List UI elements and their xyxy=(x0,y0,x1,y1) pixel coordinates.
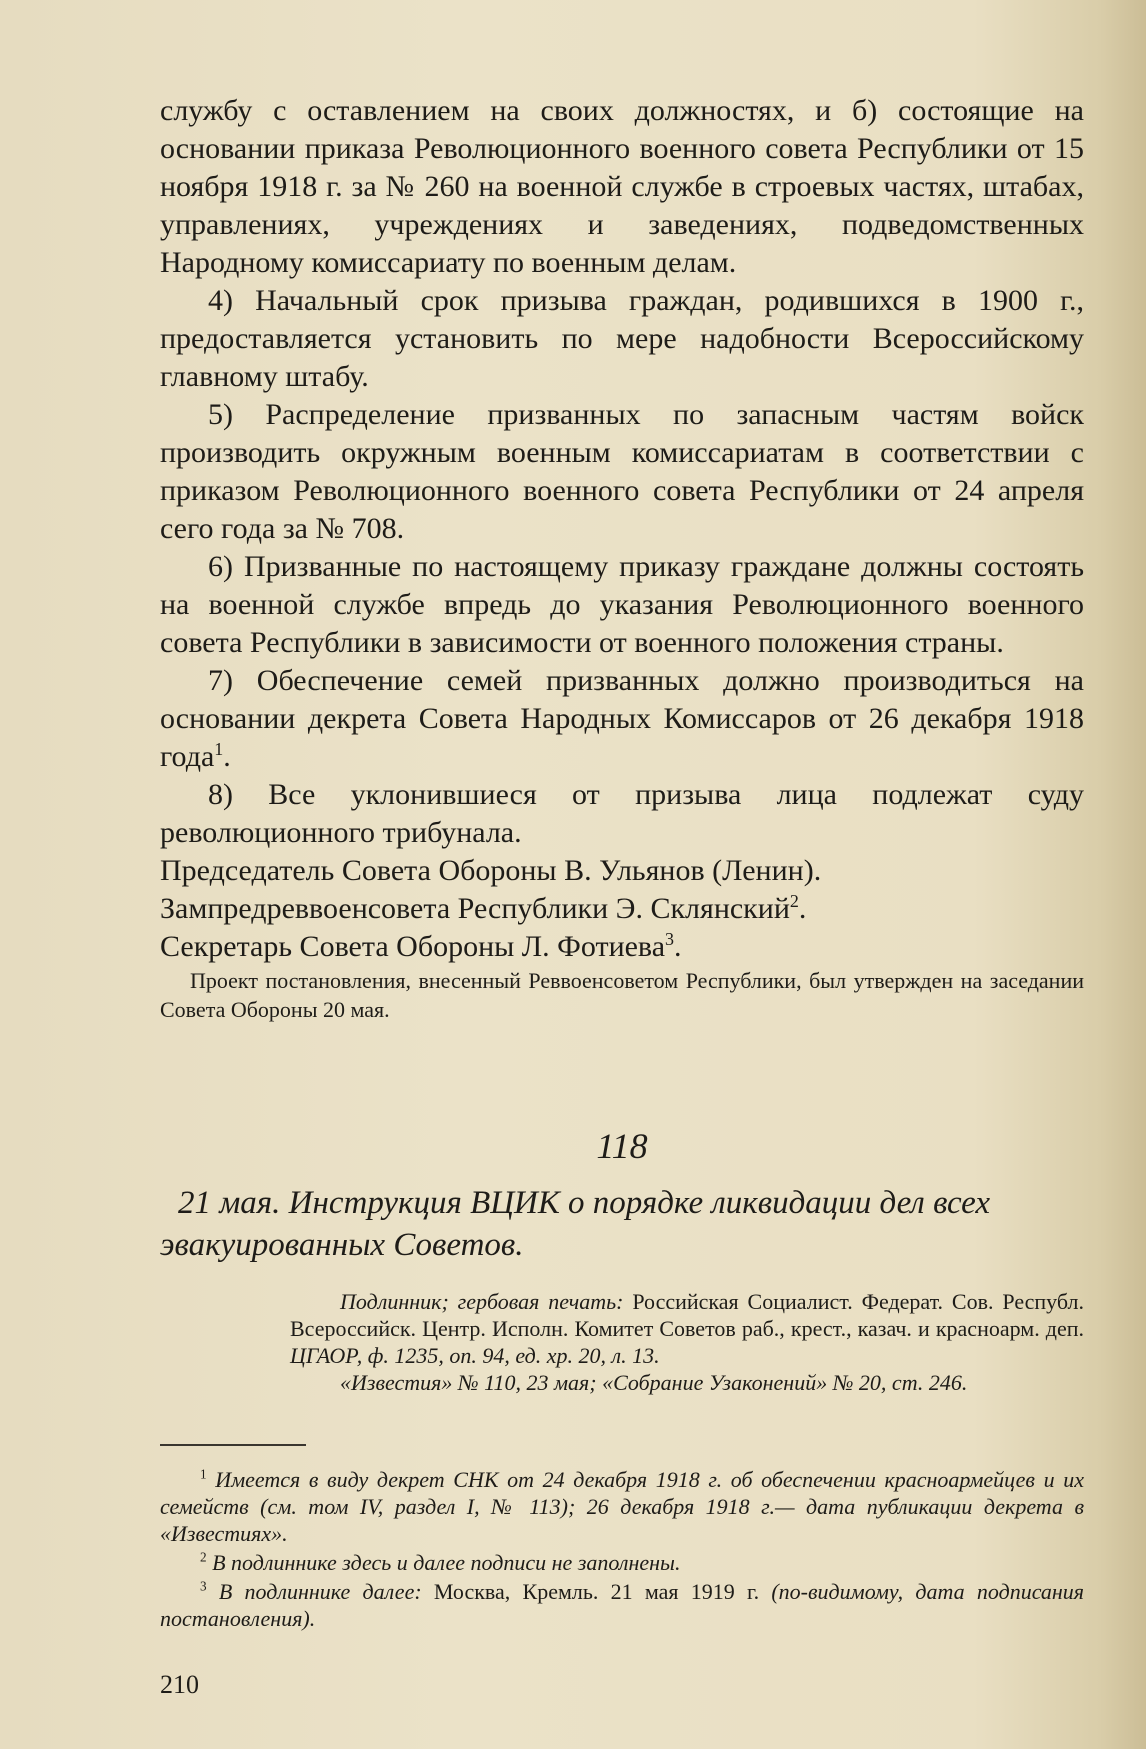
paragraph-4: 4) Начальный срок призыва граждан, родившихся в 1900 г., предоставляется установить по мере надобности Всероссийскому главному штабу. xyxy=(160,284,1084,393)
footnote-3-label: В подлиннике далее: xyxy=(218,1579,422,1604)
signature-fotieva xyxy=(160,928,1084,966)
footnote-ref-1: 1 xyxy=(214,739,224,759)
footnote-3-number: 3 xyxy=(200,1578,207,1594)
footnote-2 xyxy=(160,1549,1084,1576)
paragraph-6: 6) Призванные по настоящему приказу граждане должны состоять на военной службе впредь до указания Революционного военного совета Республики в зависимости от военного положения страны. xyxy=(160,550,1084,659)
page-number: 210 xyxy=(160,1670,199,1699)
source-publication xyxy=(290,1369,1084,1396)
page-content xyxy=(160,92,1084,1704)
signature-fotieva-end: . xyxy=(674,930,682,963)
footnote-1-text: Имеется в виду декрет СНК от 24 декабря 1918 г. об обеспечении красноармейцев и их семейств (см. том IV, раздел I, № 113); 26 декабря 1918 г.— дата публикации декрета в «Известиях». xyxy=(160,1467,1084,1546)
document-number: 118 xyxy=(596,1126,648,1166)
footnote-divider xyxy=(160,1444,306,1446)
source-text: Российская Социалист. Федерат. Сов. Республ. Всероссийск. Центр. Исполн. Комитет Советов раб., крест., казач. и красноарм. деп. xyxy=(290,1289,1084,1341)
signature-sklyansky-end: . xyxy=(798,892,807,925)
source-label: Подлинник; гербовая печать: xyxy=(340,1289,624,1314)
footnote-2-number: 2 xyxy=(200,1549,207,1565)
signature-sklyansky xyxy=(160,890,1084,928)
footnotes xyxy=(160,1466,1084,1632)
source-original xyxy=(290,1288,1084,1369)
footnote-1 xyxy=(160,1466,1084,1547)
paragraph-7-end: . xyxy=(223,740,231,773)
footnote-3-place-date: Москва, Кремль. 21 мая 1919 г. xyxy=(433,1579,760,1604)
paragraph-7 xyxy=(160,662,1084,776)
footnote-3 xyxy=(160,1578,1084,1632)
paragraph-continuation: службу с оставлением на своих должностях, и б) состоящие на основании приказа Революционного военного совета Республики от 15 ноября 1918 г. за № 260 на военной службе в строевых частях, штабах, управлениях, учреждениях и заведениях, подведомственных Народному комиссариату по военным делам. xyxy=(160,94,1084,279)
signature-fotieva-text: Секретарь Совета Обороны Л. Фотиева xyxy=(160,930,666,963)
source-archive: ЦГАОР, ф. 1235, оп. 94, ед. хр. 20, л. 13. xyxy=(290,1343,660,1368)
editorial-note: Проект постановления, внесенный Реввоенсоветом Республики, был утвержден на заседании Совета Обороны 20 мая. xyxy=(160,968,1084,1022)
source-publication-text: «Известия» № 110, 23 мая; «Собрание Узаконений» № 20, ст. 246. xyxy=(340,1370,968,1395)
footnote-2-text: В подлиннике здесь и далее подписи не заполнены. xyxy=(212,1550,681,1575)
footnote-3-comment: (по-видимому, дата подписания постановления). xyxy=(160,1579,1085,1631)
paragraph-8: 8) Все уклонившиеся от призыва лица подлежат суду революционного трибунала. xyxy=(160,778,1084,849)
source-reference xyxy=(290,1288,1084,1396)
footnote-ref-3: 3 xyxy=(665,929,675,949)
signature-sklyansky-text: Зампредреввоенсовета Республики Э. Склянский xyxy=(160,892,790,925)
paragraph-5: 5) Распределение призванных по запасным частям войск производить окружным военным комиссариатам в соответствии с приказом Революционного военного совета Республики от 24 апреля сего года за № 708. xyxy=(160,398,1084,545)
document-title: 21 мая. Инструкция ВЦИК о порядке ликвидации дел всех эвакуированных Советов. xyxy=(160,1185,991,1263)
footnote-1-number: 1 xyxy=(200,1466,207,1482)
paragraph-7-text: 7) Обеспечение семей призванных должно производиться на основании декрета Совета Народных Комиссаров от 26 декабря 1918 года xyxy=(160,664,1084,773)
footnote-ref-2: 2 xyxy=(789,891,799,911)
signature-lenin: Председатель Совета Обороны В. Ульянов (Ленин). xyxy=(160,854,822,887)
